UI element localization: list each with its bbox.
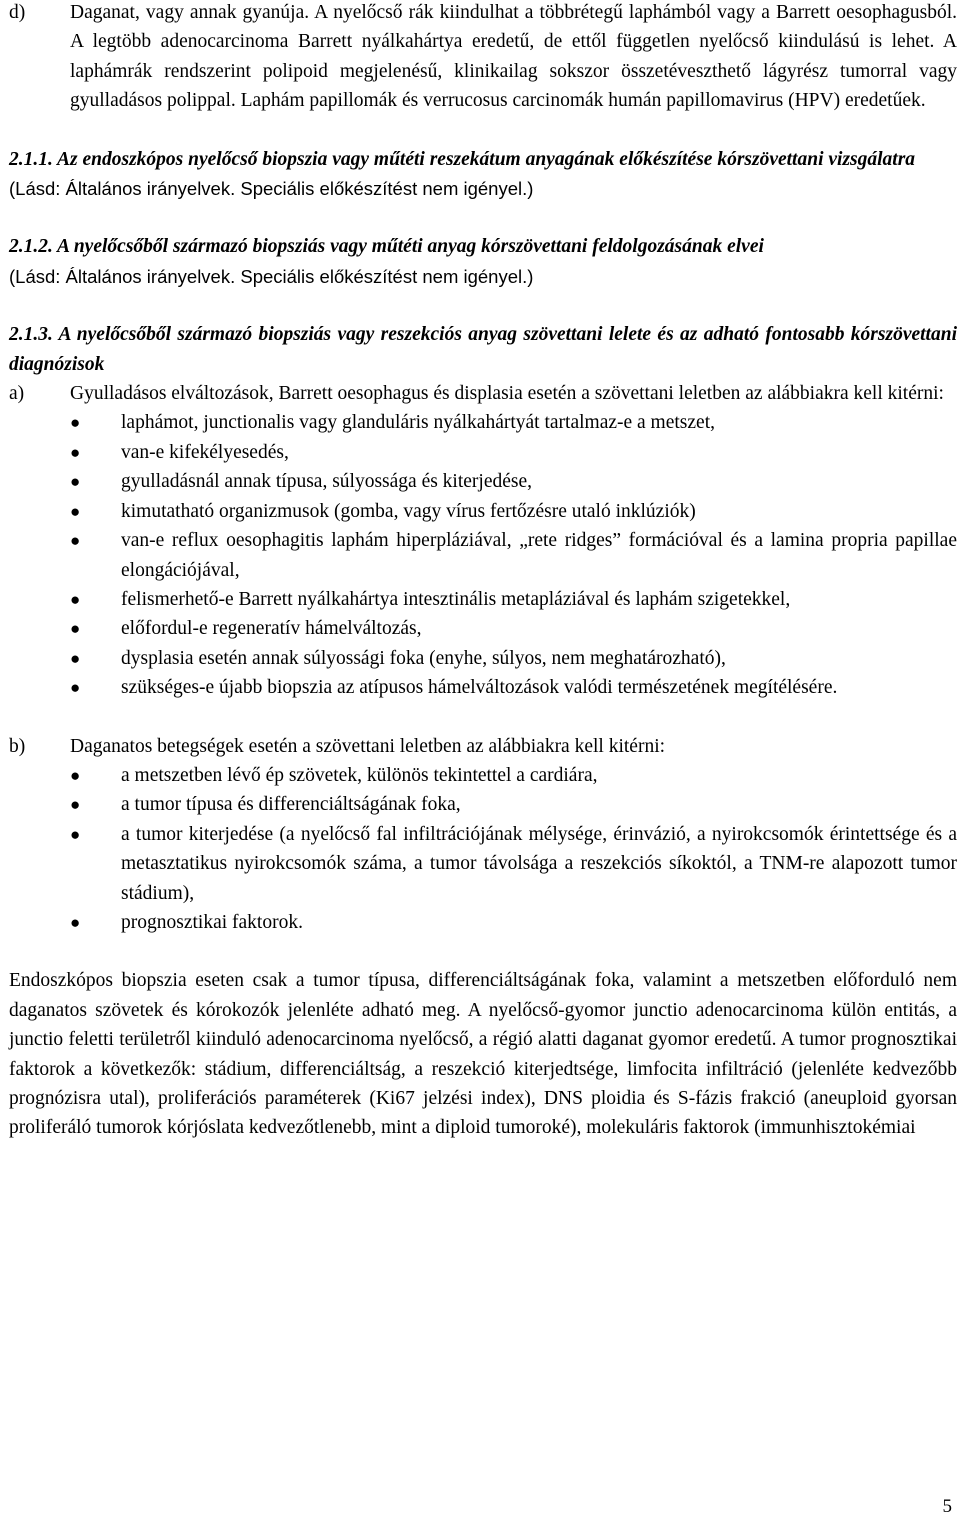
bullet-icon: ●	[70, 472, 81, 492]
heading-2-1-2-body: (Lásd: Általános irányelvek. Speciális előkészítést nem igényel.)	[9, 265, 534, 287]
bullet-icon: ●	[70, 795, 81, 815]
list-item: ● a tumor kiterjedése (a nyelőcső fal infiltrációjának mélysége, érinvázió, a nyirokcsomók érintettsége és a metasztatikus nyirokcsomók száma, a tumor távolsága a reszekciós síkoktól, a TNM-re alapozott tumor stádium),	[70, 820, 957, 908]
section-a-label: a)	[9, 383, 25, 405]
section-b-text: Daganatos betegségek esetén a szövettani leletben az alábbiakra kell kitérni:	[70, 735, 666, 757]
heading-2-1-1-title: Az endoszkópos nyelőcső biopszia vagy műtéti reszekátum anyagának előkészítése kórszövettani vizsgálatra	[57, 148, 916, 170]
list-item: ● van-e reflux oesophagitis laphám hiperpláziával, „rete ridges” formációval és a lamina propria papillae elongációjával,	[70, 526, 957, 585]
document-page	[9, 0, 957, 1143]
section-a	[9, 379, 957, 408]
list-item: ● a tumor típusa és differenciáltságának foka,	[70, 790, 957, 819]
heading-2-1-1-body: (Lásd: Általános irányelvek. Speciális előkészítést nem igényel.)	[9, 178, 534, 200]
list-item: ● szükséges-e újabb biopszia az atípusos hámelváltozások valódi természetének megítélésére.	[70, 673, 957, 702]
section-b-bullet-list	[9, 761, 957, 937]
section-b-label: b)	[9, 735, 26, 757]
heading-2-1-3-number: 2.1.3.	[9, 324, 53, 346]
list-item: ● prognosztikai faktorok.	[70, 908, 957, 937]
bullet-icon: ●	[70, 589, 81, 609]
page-number: 5	[942, 1496, 952, 1517]
section-d	[9, 0, 957, 116]
section-d-label: d)	[9, 2, 26, 23]
heading-2-1-2-number: 2.1.2.	[9, 236, 53, 258]
heading-2-1-2-title: A nyelőcsőből származó biopsziás vagy műtéti anyag kórszövettani feldolgozásának elvei	[57, 236, 764, 258]
list-item: ● kimutatható organizmusok (gomba, vagy vírus fertőzésre utaló inklúziók)	[70, 497, 957, 526]
bullet-icon: ●	[70, 413, 81, 433]
bullet-icon: ●	[70, 765, 81, 785]
bullet-icon: ●	[70, 678, 81, 698]
closing-paragraph: Endoszkópos biopszia eseten csak a tumor típusa, differenciáltságának foka, valamint a metszetben előforduló nem daganatos szövetek és kórokozók jelenléte adható meg. A nyelőcső-gyomor junctio adenocarcinoma külön entitás, a junctio feletti területről kiinduló adenocarcinoma nyelőcső, a régió alatti daganat gyomor eredetű. A tumor prognosztikai faktorok a következők: stádium, differenciáltság, a reszekció kiterjedtsége, limfocita infiltráció (jelenléte kedvezőbb prognózisra utal), proliferációs paraméterek (Ki67 jelzési index), DNS ploidia és S-fázis frakció (aneuploid gyorsan proliferáló tumorok kórjóslata kedvezőtlenebb, mint a diploid tumoroké), molekuláris faktorok (immunhisztokémiai	[9, 970, 957, 1139]
heading-2-1-1	[9, 145, 957, 174]
bullet-icon: ●	[70, 442, 81, 462]
bullet-icon: ●	[70, 501, 81, 521]
section-b	[9, 732, 957, 761]
list-item: ● felismerhető-e Barrett nyálkahártya intesztinális metapláziával és laphám szigetekkel,	[70, 585, 957, 614]
section-d-text: Daganat, vagy annak gyanúja. A nyelőcső rák kiindulhat a többrétegű laphámból vagy a Barrett oesophagusból. A legtöbb adenocarcinoma Barrett nyálkahártya eredetű, de ettől független nyelőcső kiindulású is lehet. A laphámrák rendszerint polipoid megjelenésű, klinikailag sokszor összetéveszthető lágyrész tumorral vagy gyulladásos polippal. Laphám papillomák és verrucosus carcinomák humán papillomavirus (HPV) eredetűek.	[70, 2, 957, 112]
heading-2-1-2	[9, 232, 957, 261]
list-item: ● laphámot, junctionalis vagy glanduláris nyálkahártyát tartalmaz-e a metszet,	[70, 408, 957, 437]
bullet-icon: ●	[70, 531, 81, 551]
list-item: ● van-e kifekélyesedés,	[70, 438, 957, 467]
section-a-bullet-list	[9, 408, 957, 702]
bullet-icon: ●	[70, 619, 81, 639]
list-item: ● dysplasia esetén annak súlyossági foka (enyhe, súlyos, nem meghatározható),	[70, 644, 957, 673]
heading-2-1-1-number: 2.1.1.	[9, 148, 53, 170]
bullet-icon: ●	[70, 912, 81, 932]
list-item: ● előfordul-e regeneratív hámelváltozás,	[70, 614, 957, 643]
list-item: ● a metszetben lévő ép szövetek, különös tekintettel a cardiára,	[70, 761, 957, 790]
heading-2-1-3-title: A nyelőcsőből származó biopsziás vagy reszekciós anyag szövettani lelete és az adható fontosabb kórszövettani diagnózisok	[9, 324, 957, 375]
list-item: ● gyulladásnál annak típusa, súlyossága és kiterjedése,	[70, 467, 957, 496]
bullet-icon: ●	[70, 824, 81, 844]
bullet-icon: ●	[70, 648, 81, 668]
section-a-text: Gyulladásos elváltozások, Barrett oesophagus és displasia esetén a szövettani leletben az alábbiakra kell kitérni:	[70, 383, 944, 405]
heading-2-1-3	[9, 320, 957, 379]
